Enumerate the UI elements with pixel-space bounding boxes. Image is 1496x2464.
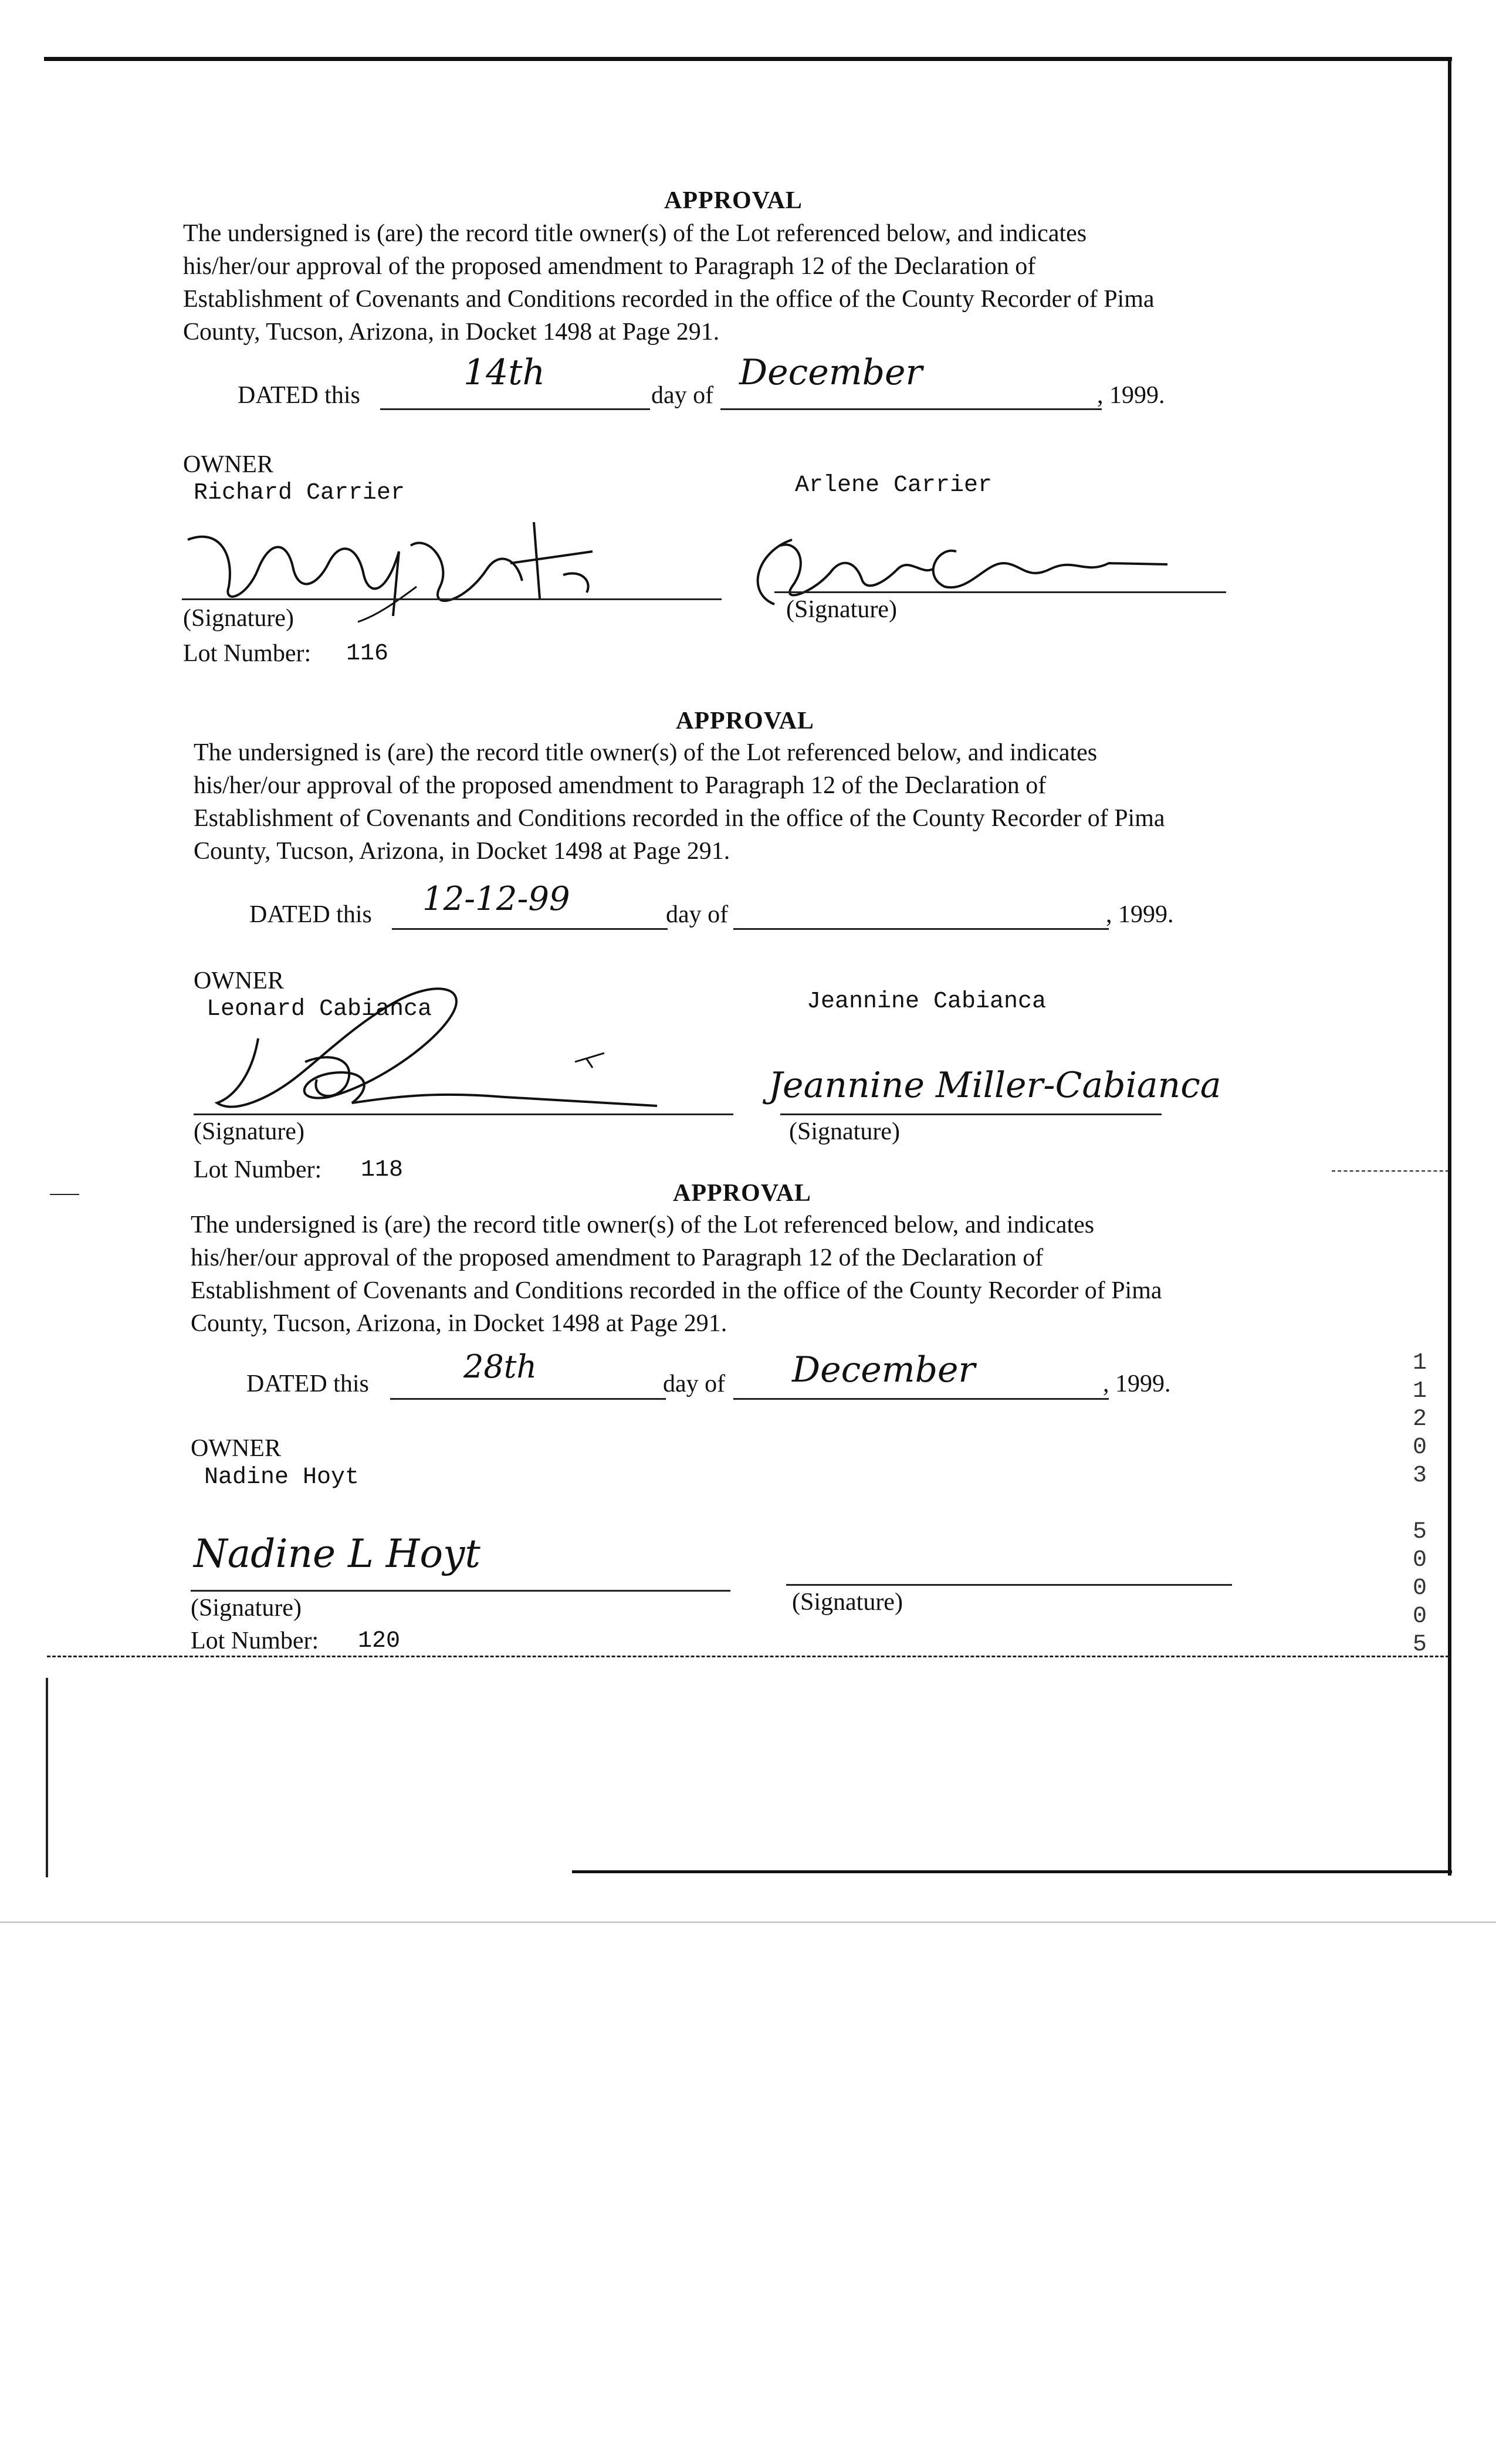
signature-line-3a bbox=[191, 1590, 730, 1592]
page-border-bottom bbox=[572, 1870, 1452, 1873]
approval-paragraph-3: The undersigned is (are) the record title owner(s) of the Lot referenced below, and indicates his/her/our approval of the proposed amendment to Paragraph 12 of the Declaration of Establishment of Covenants and Conditions recorded in the office of the County Recorder of Pima County, Tucson, Arizona, in Docket 1498 at Page 291. bbox=[191, 1211, 1162, 1337]
signature-line-1a bbox=[182, 598, 722, 600]
signature-line-1b bbox=[774, 591, 1226, 593]
scan-edge bbox=[0, 1921, 1496, 1923]
approval-heading-2: APPROVAL bbox=[676, 708, 814, 735]
signature-label-1b: (Signature) bbox=[786, 596, 897, 623]
dated-day-line-3 bbox=[390, 1398, 666, 1400]
dated-label-3: DATED this bbox=[246, 1370, 369, 1397]
lot-number-1: 116 bbox=[346, 641, 389, 667]
day-of-label-3: day of bbox=[663, 1370, 726, 1397]
day-of-label-1: day of bbox=[651, 382, 714, 409]
dated-day-2: 12-12-99 bbox=[422, 880, 570, 918]
approval-paragraph-2: The undersigned is (are) the record title owner(s) of the Lot referenced below, and indicates his/her/our approval of the proposed amendment to Paragraph 12 of the Declaration of Establishment of Covenants and Conditions recorded in the office of the County Recorder of Pima County, Tucson, Arizona, in Docket 1498 at Page 291. bbox=[194, 739, 1165, 865]
dated-month-1: December bbox=[739, 352, 923, 393]
dated-day-line-1 bbox=[380, 408, 650, 410]
signature-line-3b bbox=[786, 1584, 1232, 1586]
dated-label-1: DATED this bbox=[238, 382, 360, 409]
bottom-dashed-rule bbox=[47, 1656, 1449, 1657]
page-border-top bbox=[44, 57, 1452, 61]
dated-label-2: DATED this bbox=[249, 901, 372, 928]
margin-recording-stamp: 1 1 2 0 3 5 0 0 0 5 bbox=[1412, 1350, 1427, 1658]
approval-heading-3: APPROVAL bbox=[673, 1180, 811, 1207]
signature-label-3a: (Signature) bbox=[191, 1595, 302, 1622]
page-border-left bbox=[46, 1678, 48, 1877]
lot-number-2: 118 bbox=[361, 1157, 404, 1183]
day-of-label-2: day of bbox=[666, 901, 729, 928]
signature-label-2a: (Signature) bbox=[194, 1118, 304, 1145]
owner-name-2a: Leonard Cabianca bbox=[207, 996, 432, 1023]
margin-dash-left bbox=[50, 1194, 79, 1195]
dated-day-1: 14th bbox=[463, 352, 546, 393]
signature-line-2b bbox=[780, 1113, 1162, 1115]
owner-name-1a: Richard Carrier bbox=[194, 480, 405, 506]
signature-label-2b: (Signature) bbox=[789, 1118, 900, 1145]
dated-month-3: December bbox=[792, 1349, 976, 1390]
signature-nadine-hoyt: Nadine L Hoyt bbox=[194, 1531, 480, 1576]
lot-label-1: Lot Number: bbox=[183, 640, 312, 667]
signature-label-1a: (Signature) bbox=[183, 605, 294, 632]
dated-month-line-3 bbox=[733, 1398, 1109, 1400]
owner-name-1b: Arlene Carrier bbox=[795, 472, 993, 499]
margin-dash-right bbox=[1332, 1170, 1449, 1172]
dated-day-line-2 bbox=[392, 928, 668, 930]
lot-label-3: Lot Number: bbox=[191, 1627, 319, 1654]
approval-heading-1: APPROVAL bbox=[664, 187, 803, 214]
signature-leonard-cabianca bbox=[199, 980, 727, 1132]
year-2: , 1999. bbox=[1106, 901, 1174, 928]
owner-label-1: OWNER bbox=[183, 451, 273, 478]
owner-name-2b: Jeannine Cabianca bbox=[807, 989, 1047, 1015]
approval-paragraph-1: The undersigned is (are) the record title owner(s) of the Lot referenced below, and indicates his/her/our approval of the proposed amendment to Paragraph 12 of the Declaration of Establishment of Covenants and Conditions recorded in the office of the County Recorder of Pima County, Tucson, Arizona, in Docket 1498 at Page 291. bbox=[183, 220, 1155, 346]
signature-jeannine-cabianca: Jeannine Miller-Cabianca bbox=[769, 1065, 1221, 1106]
dated-month-line-1 bbox=[720, 408, 1102, 410]
signature-label-3b: (Signature) bbox=[792, 1589, 903, 1616]
dated-day-3: 28th bbox=[463, 1348, 537, 1385]
lot-number-3: 120 bbox=[358, 1628, 401, 1654]
signature-line-2a bbox=[194, 1113, 733, 1115]
year-1: , 1999. bbox=[1097, 382, 1165, 409]
owner-label-2: OWNER bbox=[194, 967, 284, 994]
page-border-right bbox=[1448, 57, 1451, 1876]
year-3: , 1999. bbox=[1103, 1370, 1171, 1397]
dated-month-line-2 bbox=[733, 928, 1109, 930]
owner-name-3a: Nadine Hoyt bbox=[204, 1464, 360, 1491]
lot-label-2: Lot Number: bbox=[194, 1156, 322, 1183]
owner-label-3: OWNER bbox=[191, 1435, 281, 1462]
